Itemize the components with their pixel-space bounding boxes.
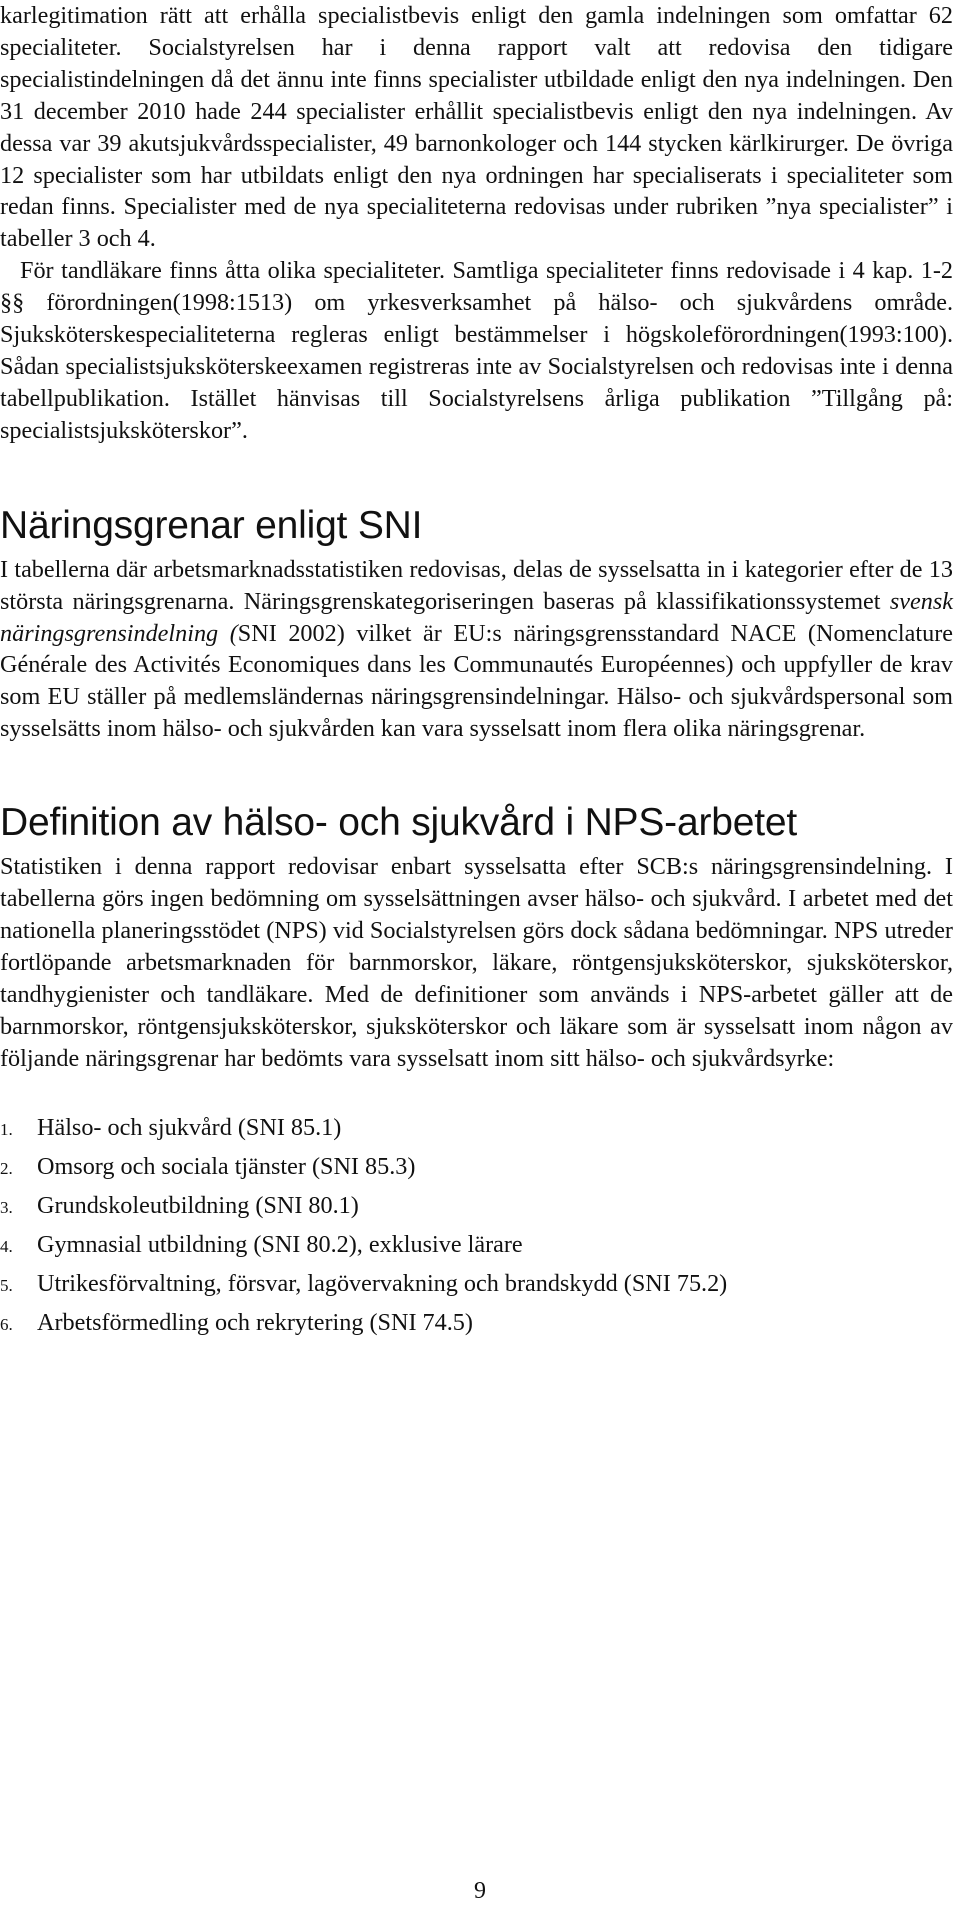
spacer	[0, 745, 953, 799]
list-item	[0, 1264, 953, 1303]
list-item	[0, 1186, 953, 1225]
sni-text-before: I tabellerna där arbetsmarknadsstatistiken redovisas, delas de sysselsatta in i kategorier efter de 13 största näringsgrenarna. Näringsgrenskategoriseringen baseras på klassifikationssystemet	[0, 555, 953, 615]
intro-paragraph-dentists: För tandläkare finns åtta olika specialiteter. Samtliga specialiteter finns redovisade i 4 kap. 1-2 §§ förordningen(1998:1513) om yrkesverksamhet på hälso- och sjukvårdens område. Sjuksköterskespecialiteterna regleras enligt bestämmelser i högskoleförordningen(1993:100). Sådan specialistsjuksköterskeexamen registreras inte av Socialstyrelsen och redovisas inte i denna tabellpublikation. Istället hänvisas till Socialstyrelsens årliga publikation ”Tillgång på: specialistsjuksköterskor”.	[0, 257, 953, 444]
list-item-number: 4.	[0, 1237, 13, 1257]
sni-classification-name: svensk näringsgrensindelning (	[0, 587, 953, 647]
list-item-text: Gymnasial utbildning (SNI 80.2), exklusive lärare	[37, 1231, 523, 1259]
intro-paragraph-specialists: karlegitimation rätt att erhålla specialistbevis enligt den gamla indelningen som omfattar 62 specialiteter. Socialstyrelsen har i denna rapport valt att redovisa den tidigare specialistindelningen då det ännu inte finns specialister utbildade enligt den nya indelningen. Den 31 december 2010 hade 244 specialister erhållit specialistbevis enligt den nya indelningen. Av dessa var 39 akutsjukvårdsspecialister, 49 barnonkologer och 144 stycken kärlkirurger. De övriga 12 specialister som har utbildats enligt den nya ordningen har specialiserats i specialiteter som redan finns. Specialister med de nya specialiteterna redovisas under rubriken ”nya specialister” i tabeller 3 och 4.	[0, 2, 953, 253]
spacer	[0, 1074, 953, 1108]
list-item-number: 5.	[0, 1276, 13, 1296]
list-item-text: Utrikesförvaltning, försvar, lagövervakning och brandskydd (SNI 75.2)	[37, 1270, 728, 1298]
sni-text-after: SNI 2002) vilket är EU:s näringsgrensstandard NACE (Nomenclature Générale des Activités Economiques dans les Communautés Européennes) och uppfyller de krav som EU ställer på medlemsländernas näringsgrensindelningar. Hälso- och sjukvårdspersonal som sysselsätts inom hälso- och sjukvården kan vara sysselsatt inom flera olika näringsgrenar.	[0, 619, 953, 743]
list-item	[0, 1303, 953, 1342]
sni-paragraph	[0, 554, 953, 745]
list-item-number: 1.	[0, 1120, 13, 1140]
list-item-number: 3.	[0, 1198, 13, 1218]
nps-paragraph: Statistiken i denna rapport redovisar enbart sysselsatta efter SCB:s näringsgrensindelning. I tabellerna görs ingen bedömning om sysselsättningen avser hälso- och sjukvård. I arbetet med det nationella planeringsstödet (NPS) vid Socialstyrelsen görs dock sådana bedömningar. NPS utreder fortlöpande arbetsmarknaden för barnmorskor, läkare, röntgensjuksköterskor, sjuksköterskor, tandhygienister och tandläkare. Med de definitioner som används i NPS-arbetet gäller att de barnmorskor, röntgensjuksköterskor, sjuksköterskor och läkare som är sysselsatt inom någon av följande näringsgrenar har bedömts vara sysselsatt inom sitt hälso- och sjukvårdsyrke:	[0, 853, 953, 1072]
list-item-text: Hälso- och sjukvård (SNI 85.1)	[37, 1114, 342, 1142]
list-item-number: 6.	[0, 1315, 13, 1335]
list-item-text: Omsorg och sociala tjänster (SNI 85.3)	[37, 1153, 416, 1181]
heading-sni: Näringsgrenar enligt SNI	[0, 503, 423, 547]
list-item-text: Arbetsförmedling och rekrytering (SNI 74.5)	[37, 1309, 473, 1337]
list-item-text: Grundskoleutbildning (SNI 80.1)	[37, 1192, 359, 1220]
list-item	[0, 1147, 953, 1186]
heading-nps-definition: Definition av hälso- och sjukvård i NPS-arbetet	[0, 801, 797, 845]
list-item	[0, 1225, 953, 1264]
list-item-number: 2.	[0, 1159, 13, 1179]
spacer	[0, 447, 953, 502]
list-item	[0, 1108, 953, 1147]
nps-industry-list	[0, 1108, 953, 1342]
page-number: 9	[474, 1878, 486, 1904]
